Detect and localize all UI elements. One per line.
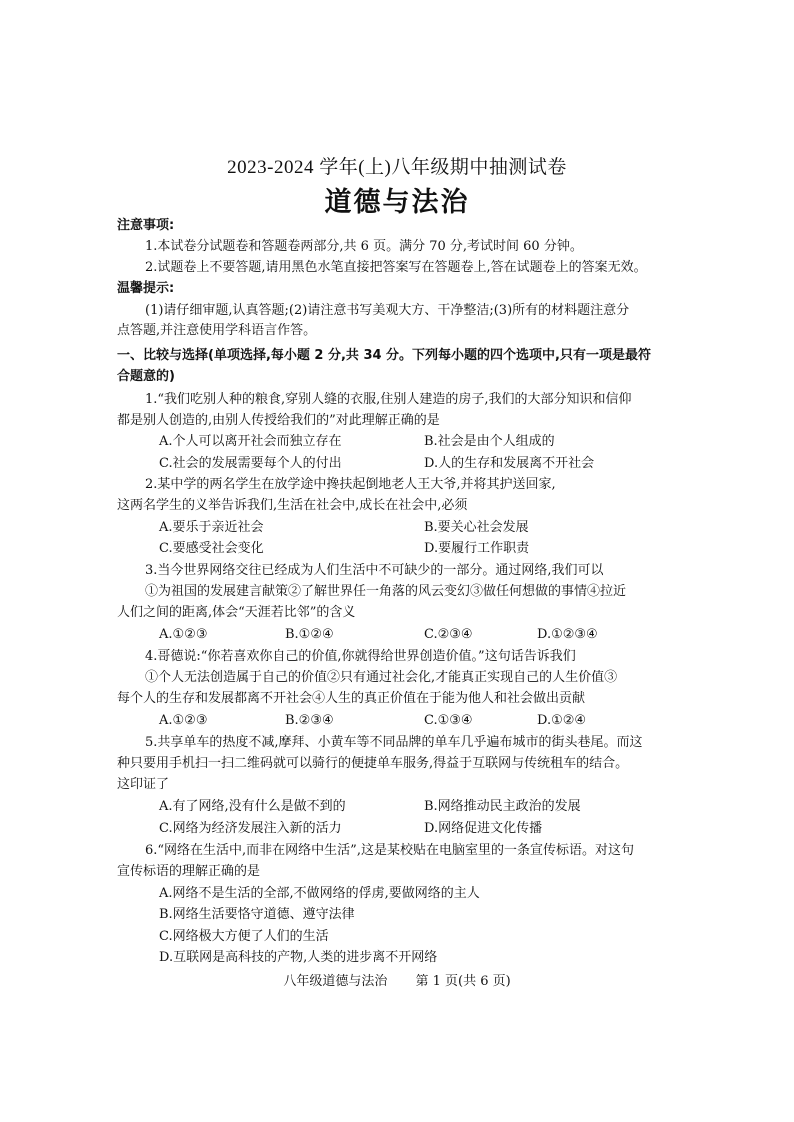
q6-option-d: D.互联网是高科技的产物,人类的进步离不开网络 xyxy=(159,950,438,965)
q4-option-a: A.①②③ xyxy=(159,713,208,728)
q2-option-a: A.要乐于亲近社会 xyxy=(159,520,264,535)
tips-line-1: (1)请仔细审题,认真答题;(2)请注意书写美观大方、干净整洁;(3)所有的材料题注意分 xyxy=(145,303,630,318)
notice-item-1: 1.本试卷分试题卷和答题卷两部分,共 6 页。满分 70 分,考试时间 60 分钟。 xyxy=(145,239,583,254)
q2-stem-cont: 这两名学生的义举告诉我们,生活在社会中,成长在社会中,必须 xyxy=(117,498,468,513)
exam-title: 2023-2024 学年(上)八年级期中抽测试卷 xyxy=(227,157,567,178)
q1-option-a: A.个人可以离开社会而独立存在 xyxy=(159,434,342,449)
q6-option-a: A.网络不是生活的全部,不做网络的俘虏,要做网络的主人 xyxy=(159,886,480,901)
tips-heading: 温馨提示: xyxy=(117,281,175,296)
q5-stem: 5.共享单车的热度不减,摩拜、小黄车等不同品牌的单车几乎遍布城市的街头巷尾。而这 xyxy=(145,735,643,750)
q1-stem-cont: 都是别人创造的,由别人传授给我们的”对此理解正确的是 xyxy=(117,413,440,428)
page-footer xyxy=(0,970,794,989)
notice-item-2: 2.试题卷上不要答题,请用黑色水笔直接把答案写在答题卷上,答在试题卷上的答案无效。 xyxy=(145,260,647,275)
q1-option-b: B.社会是由个人组成的 xyxy=(424,434,555,449)
q4-option-c: C.①③④ xyxy=(424,713,473,728)
footer-subject: 八年级道德与法治 xyxy=(283,974,388,989)
tips-line-2: 点答题,并注意使用学科语言作答。 xyxy=(117,323,317,338)
q4-stem-statements: ①个人无法创造属于自己的价值②只有通过社会化,才能真正实现自己的人生价值③ xyxy=(145,670,618,685)
q2-option-b: B.要关心社会发展 xyxy=(424,520,529,535)
q6-option-b: B.网络生活要恪守道德、遵守法律 xyxy=(159,907,355,922)
q3-option-c: C.②③④ xyxy=(424,627,473,642)
q5-stem-end: 这印证了 xyxy=(117,777,170,792)
q1-stem: 1.“我们吃别人种的粮食,穿别人缝的衣服,住别人建造的房子,我们的大部分知识和信仰 xyxy=(145,392,632,407)
q6-stem: 6.“网络在生活中,而非在网络中生活”,这是某校贴在电脑室里的一条宣传标语。对这句 xyxy=(145,843,634,858)
q4-option-d: D.①②④ xyxy=(537,713,587,728)
q4-stem-cont: 每个人的生存和发展都离不开社会④人生的真正价值在于能为他人和社会做出贡献 xyxy=(117,691,586,706)
q1-option-d: D.人的生存和发展离不开社会 xyxy=(424,456,595,471)
footer-page-number: 第 1 页(共 6 页) xyxy=(415,974,511,989)
q5-stem-cont: 种只要用手机扫一扫二维码就可以骑行的便捷单车服务,得益于互联网与传统租车的结合。 xyxy=(117,756,629,771)
q3-stem-cont: 人们之间的距离,体会“天涯若比邻”的含义 xyxy=(117,605,356,620)
q3-option-d: D.①②③④ xyxy=(537,627,598,642)
q3-option-b: B.①②④ xyxy=(285,627,334,642)
q2-option-c: C.要感受社会变化 xyxy=(159,541,264,556)
subject-title: 道德与法治 xyxy=(324,187,470,218)
q2-option-d: D.要履行工作职责 xyxy=(424,541,530,556)
q4-option-b: B.②③④ xyxy=(285,713,334,728)
q5-option-a: A.有了网络,没有什么是做不到的 xyxy=(159,799,346,814)
q2-stem: 2.某中学的两名学生在放学途中搀扶起倒地老人王大爷,并将其护送回家, xyxy=(145,477,556,492)
q6-stem-cont: 宣传标语的理解正确的是 xyxy=(117,864,261,879)
q3-stem: 3.当今世界网络交往已经成为人们生活中不可缺少的一部分。通过网络,我们可以 xyxy=(145,563,604,578)
q6-option-c: C.网络极大方便了人们的生活 xyxy=(159,929,329,944)
section-heading-cont: 合题意的) xyxy=(117,369,175,384)
q5-option-c: C.网络为经济发展注入新的活力 xyxy=(159,821,342,836)
q5-option-d: D.网络促进文化传播 xyxy=(424,821,543,836)
q5-option-b: B.网络推动民主政治的发展 xyxy=(424,799,581,814)
notice-heading: 注意事项: xyxy=(117,218,175,233)
q3-option-a: A.①②③ xyxy=(159,627,208,642)
q1-option-c: C.社会的发展需要每个人的付出 xyxy=(159,456,342,471)
q3-stem-statements: ①为祖国的发展建言献策②了解世界任一角落的风云变幻③做任何想做的事情④拉近 xyxy=(145,584,627,599)
q4-stem: 4.哥德说:“你若喜欢你自己的价值,你就得给世界创造价值。”这句话告诉我们 xyxy=(145,649,576,664)
section-heading: 一、比较与选择(单项选择,每小题 2 分,共 34 分。下列每小题的四个选项中,只有一项是最符 xyxy=(117,348,651,363)
